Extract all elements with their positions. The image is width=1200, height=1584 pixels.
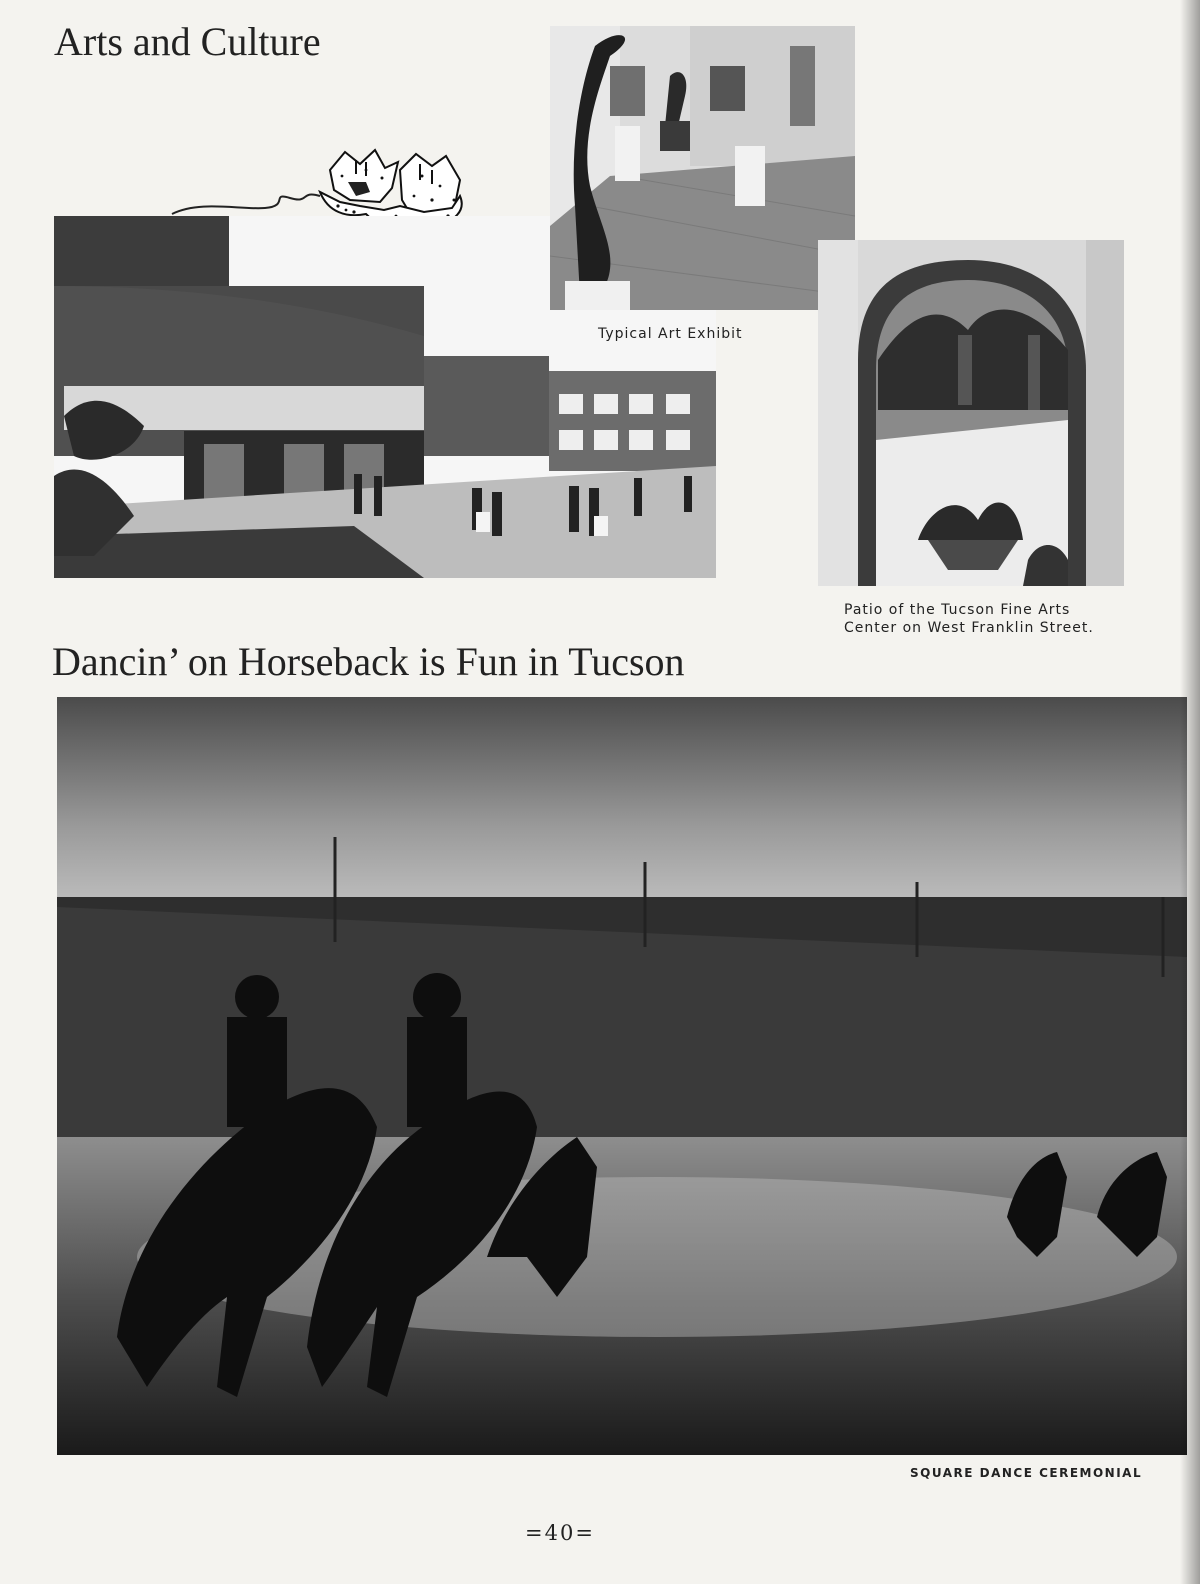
page-edge-shadow [1180,0,1200,1584]
patio-photo [818,240,1124,586]
art-exhibit-photo [550,26,855,310]
horseback-caption: SQUARE DANCE CEREMONIAL [910,1466,1143,1480]
patio-caption-line2: Center on West Franklin Street. [844,620,1094,636]
feature-title: Dancin’ on Horseback is Fun in Tucson [52,639,685,684]
section-title: Arts and Culture [54,19,321,64]
horseback-photo [57,697,1187,1455]
page-number: =40= [525,1521,595,1545]
patio-caption-line1: Patio of the Tucson Fine Arts [844,602,1071,618]
art-exhibit-caption: Typical Art Exhibit [598,326,743,342]
